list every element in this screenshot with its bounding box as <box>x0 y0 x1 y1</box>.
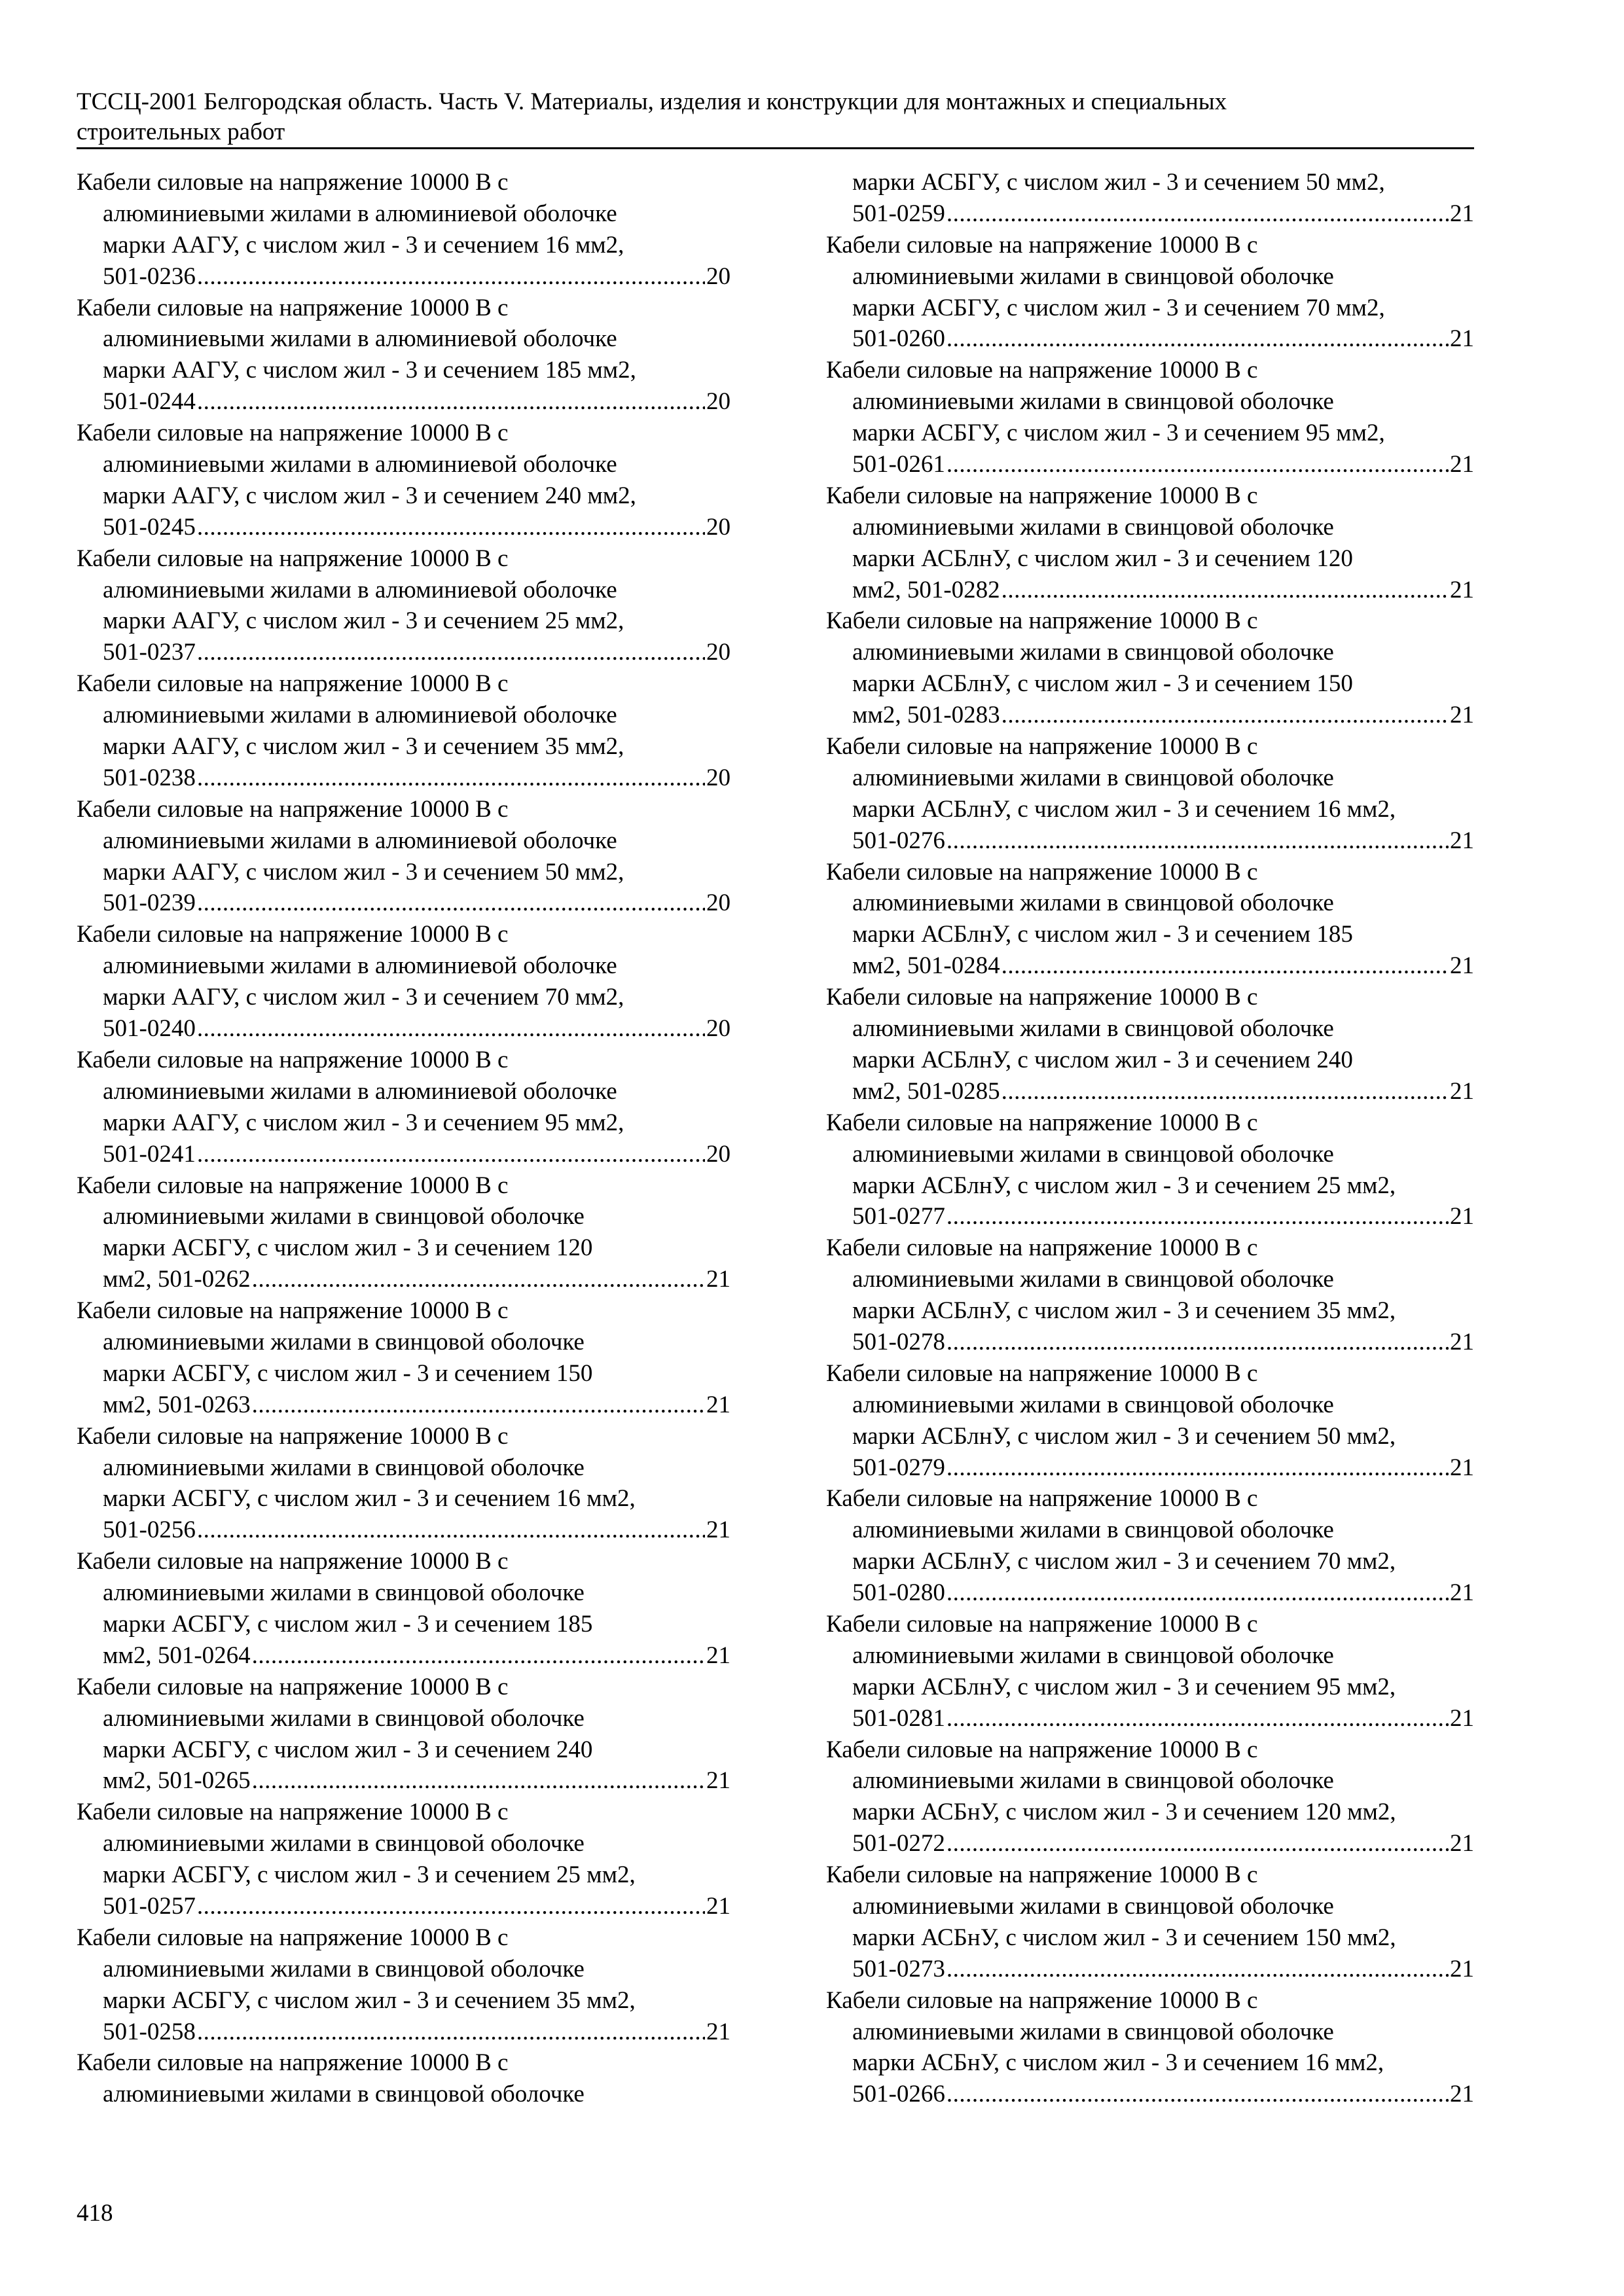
entry-code: мм2, 501-0285 <box>852 1077 1000 1105</box>
entry-code: 501-0279 <box>852 1454 945 1481</box>
entry-reference-line <box>77 888 731 919</box>
entry-text-line: марки АСБнУ, с числом жил - 3 и сечением 16 мм2, <box>852 2049 1384 2077</box>
entry-reference-line <box>77 1013 731 1045</box>
index-entry <box>77 1922 731 2048</box>
dot-leader <box>947 825 1449 857</box>
entry-code: 501-0261 <box>852 451 945 478</box>
entry-page-ref: 21 <box>1450 1077 1474 1105</box>
entry-reference-line <box>826 1828 1474 1859</box>
dot-leader <box>947 449 1449 480</box>
index-entry <box>77 794 731 920</box>
entry-text-line: Кабели силовые на напряжение 10000 В с <box>826 858 1258 886</box>
entry-text-line: марки АСБГУ, с числом жил - 3 и сечением 95 мм2, <box>852 420 1385 447</box>
dot-leader <box>197 1139 705 1170</box>
entry-page-ref: 20 <box>706 1140 731 1168</box>
entry-text-line: Кабели силовые на напряжение 10000 В с <box>826 1234 1258 1262</box>
entry-text-line: Кабели силовые на напряжение 10000 В с <box>77 1924 509 1951</box>
entry-text-line: алюминиевыми жилами в свинцовой оболочке <box>852 513 1334 541</box>
entry-reference-line <box>826 2079 1474 2110</box>
index-entry <box>77 543 731 669</box>
header-title-line2: строительных работ <box>77 118 285 145</box>
entry-reference-line <box>826 1201 1474 1232</box>
entry-code: 501-0272 <box>852 1830 945 1857</box>
entry-text-line: марки АСБГУ, с числом жил - 3 и сечением 16 мм2, <box>103 1485 636 1513</box>
entry-text-line: Кабели силовые на напряжение 10000 В с <box>826 1485 1258 1513</box>
dot-leader <box>947 2079 1449 2110</box>
entry-code: 501-0277 <box>852 1203 945 1230</box>
entry-text-line: Кабели силовые на напряжение 10000 В с <box>826 1359 1258 1387</box>
entry-text-line: марки АСБГУ, с числом жил - 3 и сечением 35 мм2, <box>103 1986 636 2014</box>
entry-reference-line <box>77 1390 731 1421</box>
entry-text-line: марки АСБлнУ, с числом жил - 3 и сечением 25 мм2, <box>852 1172 1396 1199</box>
dot-leader <box>252 1390 705 1421</box>
entry-text-line: Кабели силовые на напряжение 10000 В с <box>77 420 509 447</box>
entry-page-ref: 21 <box>1450 1454 1474 1481</box>
entry-page-ref: 20 <box>706 1015 731 1043</box>
entry-text-line: марки ААГУ, с числом жил - 3 и сечением 240 мм2, <box>103 482 636 509</box>
entry-text-line: марки АСБГУ, с числом жил - 3 и сечением 70 мм2, <box>852 294 1385 321</box>
entry-reference-line <box>826 198 1474 230</box>
entry-text-line: Кабели силовые на напряжение 10000 В с <box>77 294 509 321</box>
entry-text-line: Кабели силовые на напряжение 10000 В с <box>77 1046 509 1073</box>
entry-text-line: алюминиевыми жилами в алюминиевой оболочке <box>103 325 617 353</box>
entry-text-line: алюминиевыми жилами в свинцовой оболочке <box>852 388 1334 416</box>
entry-text-line: алюминиевыми жилами в свинцовой оболочке <box>852 639 1334 666</box>
entry-reference-line <box>77 261 731 293</box>
index-entry <box>826 1483 1474 1609</box>
entry-page-ref: 21 <box>1450 1328 1474 1355</box>
entry-text-line: алюминиевыми жилами в свинцовой оболочке <box>852 764 1334 791</box>
entry-page-ref: 20 <box>706 388 731 416</box>
entry-reference-line <box>826 950 1474 982</box>
entry-text-line: Кабели силовые на напряжение 10000 В с <box>826 1986 1258 2014</box>
entry-text-line: марки ААГУ, с числом жил - 3 и сечением 35 мм2, <box>103 733 624 761</box>
entry-code: 501-0256 <box>103 1516 196 1544</box>
index-entry <box>826 857 1474 982</box>
entry-text-line: марки АСБлнУ, с числом жил - 3 и сечением 120 <box>852 545 1353 572</box>
entry-text-line: марки ААГУ, с числом жил - 3 и сечением 25 мм2, <box>103 607 624 635</box>
running-header <box>77 87 1474 149</box>
entry-code: 501-0244 <box>103 388 196 416</box>
entry-text-line: Кабели силовые на напряжение 10000 В с <box>77 1799 509 1826</box>
entry-page-ref: 21 <box>706 1767 731 1795</box>
entry-code: 501-0245 <box>103 513 196 541</box>
entry-text-line: алюминиевыми жилами в свинцовой оболочке <box>103 1704 585 1732</box>
entry-text-line: алюминиевыми жилами в алюминиевой оболочке <box>103 200 617 227</box>
entry-code: мм2, 501-0265 <box>103 1767 251 1795</box>
entry-reference-line <box>77 1515 731 1546</box>
entry-reference-line <box>826 323 1474 355</box>
entry-text-line: марки ААГУ, с числом жил - 3 и сечением 50 мм2, <box>103 858 624 886</box>
page-number: 418 <box>77 2200 113 2227</box>
dot-leader <box>947 1954 1449 1985</box>
entry-text-line: марки АСБлнУ, с числом жил - 3 и сечением 35 мм2, <box>852 1297 1396 1325</box>
entry-text-line: алюминиевыми жилами в свинцовой оболочке <box>852 262 1334 290</box>
entry-text-line: марки АСБлнУ, с числом жил - 3 и сечением 150 <box>852 670 1353 698</box>
dot-leader <box>947 198 1449 230</box>
entry-page-ref: 21 <box>1450 325 1474 353</box>
dot-leader <box>947 1828 1449 1859</box>
entry-text-line: алюминиевыми жилами в свинцовой оболочке <box>852 1391 1334 1418</box>
entry-text-line: марки АСБГУ, с числом жил - 3 и сечением 50 мм2, <box>852 169 1385 196</box>
entry-text-line: алюминиевыми жилами в алюминиевой оболочке <box>103 952 617 980</box>
entry-text-line: алюминиевыми жилами в свинцовой оболочке <box>103 1830 585 1857</box>
entry-reference-line <box>826 575 1474 606</box>
entry-text-line: Кабели силовые на напряжение 10000 В с <box>826 1736 1258 1763</box>
entry-page-ref: 21 <box>706 1641 731 1669</box>
index-entry <box>77 1672 731 1797</box>
entry-reference-line <box>826 1954 1474 1985</box>
entry-reference-line <box>826 1452 1474 1484</box>
entry-text-line: Кабели силовые на напряжение 10000 В с <box>826 1610 1258 1638</box>
index-column-left <box>77 167 731 2110</box>
entry-text-line: Кабели силовые на напряжение 10000 В с <box>77 921 509 948</box>
index-entry <box>826 605 1474 731</box>
entry-reference-line <box>77 512 731 543</box>
entry-page-ref: 21 <box>1450 827 1474 854</box>
entry-text-line: Кабели силовые на напряжение 10000 В с <box>77 545 509 572</box>
dot-leader <box>947 1327 1449 1358</box>
index-entry <box>77 2047 731 2110</box>
dot-leader <box>252 1264 705 1295</box>
entry-page-ref: 21 <box>1450 952 1474 980</box>
entry-page-ref: 21 <box>1450 1955 1474 1982</box>
entry-reference-line <box>77 386 731 418</box>
entry-text-line: марки АСБГУ, с числом жил - 3 и сечением 185 <box>103 1610 593 1638</box>
index-entry <box>826 1859 1474 1985</box>
entry-page-ref: 21 <box>1450 451 1474 478</box>
entry-text-line: алюминиевыми жилами в свинцовой оболочке <box>103 1203 585 1230</box>
entry-code: 501-0238 <box>103 764 196 791</box>
entry-text-line: алюминиевыми жилами в свинцовой оболочке <box>103 1454 585 1481</box>
entry-page-ref: 20 <box>706 639 731 666</box>
entry-text-line: Кабели силовые на напряжение 10000 В с <box>77 1172 509 1199</box>
entry-reference-line <box>826 1703 1474 1734</box>
index-entry <box>77 418 731 543</box>
entry-text-line: алюминиевыми жилами в свинцовой оболочке <box>103 1328 585 1355</box>
index-entry <box>77 919 731 1045</box>
entry-text-line: Кабели силовые на напряжение 10000 В с <box>77 169 509 196</box>
entry-text-line: Кабели силовые на напряжение 10000 В с <box>826 231 1258 259</box>
entry-reference-line <box>77 1765 731 1797</box>
entry-text-line: алюминиевыми жилами в алюминиевой оболочке <box>103 451 617 478</box>
dot-leader <box>197 386 705 418</box>
dot-leader <box>197 1013 705 1045</box>
dot-leader <box>197 1891 705 1922</box>
entry-text-line: марки АСБлнУ, с числом жил - 3 и сечением 16 мм2, <box>852 795 1396 823</box>
entry-text-line: марки АСБлнУ, с числом жил - 3 и сечением 95 мм2, <box>852 1673 1396 1700</box>
entry-code: мм2, 501-0262 <box>103 1266 251 1293</box>
entry-text-line: Кабели силовые на напряжение 10000 В с <box>826 984 1258 1011</box>
entry-code: 501-0278 <box>852 1328 945 1355</box>
entry-code: 501-0237 <box>103 639 196 666</box>
entry-text-line: Кабели силовые на напряжение 10000 В с <box>77 1673 509 1700</box>
entry-page-ref: 21 <box>706 1266 731 1293</box>
index-entry <box>77 1045 731 1170</box>
entry-text-line: алюминиевыми жилами в алюминиевой оболочке <box>103 576 617 603</box>
index-entry <box>826 1985 1474 2111</box>
entry-text-line: алюминиевыми жилами в свинцовой оболочке <box>852 1892 1334 1920</box>
dot-leader <box>947 1201 1449 1232</box>
entry-text-line: алюминиевыми жилами в свинцовой оболочке <box>103 1579 585 1607</box>
entry-text-line: Кабели силовые на напряжение 10000 В с <box>826 1861 1258 1889</box>
entry-code: мм2, 501-0284 <box>852 952 1000 980</box>
entry-code: 501-0273 <box>852 1955 945 1982</box>
entry-code: 501-0260 <box>852 325 945 353</box>
entry-text-line: алюминиевыми жилами в свинцовой оболочке <box>103 2081 585 2108</box>
entry-text-line: марки АСБГУ, с числом жил - 3 и сечением 120 <box>103 1234 593 1262</box>
entry-text-line: марки АСБлнУ, с числом жил - 3 и сечением 70 мм2, <box>852 1548 1396 1575</box>
entry-code: 501-0276 <box>852 827 945 854</box>
entry-code: 501-0257 <box>103 1892 196 1920</box>
dot-leader <box>197 2017 705 2048</box>
dot-leader <box>1001 950 1449 982</box>
index-entry <box>77 1170 731 1296</box>
entry-text-line: марки АСБнУ, с числом жил - 3 и сечением 120 мм2, <box>852 1799 1396 1826</box>
entry-reference-line <box>77 1640 731 1672</box>
entry-text-line: Кабели силовые на напряжение 10000 В с <box>77 670 509 698</box>
entry-text-line: алюминиевыми жилами в свинцовой оболочке <box>852 1140 1334 1168</box>
entry-reference-line <box>77 2017 731 2048</box>
entry-code: мм2, 501-0264 <box>103 1641 251 1669</box>
index-entry <box>826 1609 1474 1734</box>
entry-page-ref: 21 <box>1450 1203 1474 1230</box>
entry-reference-line <box>77 637 731 668</box>
entry-code: 501-0259 <box>852 200 945 227</box>
index-entry <box>77 668 731 794</box>
entry-text-line: марки АСБГУ, с числом жил - 3 и сечением 25 мм2, <box>103 1861 636 1889</box>
entry-text-line: марки АСБГУ, с числом жил - 3 и сечением 150 <box>103 1359 593 1387</box>
entry-text-line: Кабели силовые на напряжение 10000 В с <box>826 482 1258 509</box>
index-entry <box>826 1107 1474 1233</box>
dot-leader <box>1001 575 1449 606</box>
entry-text-line: Кабели силовые на напряжение 10000 В с <box>826 733 1258 761</box>
entry-text-line: Кабели силовые на напряжение 10000 В с <box>826 357 1258 384</box>
entry-page-ref: 21 <box>1450 1704 1474 1732</box>
entry-reference-line <box>77 762 731 794</box>
entry-text-line: алюминиевыми жилами в алюминиевой оболочке <box>103 702 617 729</box>
entry-reference-line <box>77 1891 731 1922</box>
entry-code: 501-0280 <box>852 1579 945 1607</box>
entry-page-ref: 21 <box>706 1391 731 1418</box>
entry-page-ref: 21 <box>1450 1830 1474 1857</box>
dot-leader <box>197 1515 705 1546</box>
entry-reference-line <box>77 1139 731 1170</box>
dot-leader <box>947 1452 1449 1484</box>
entry-page-ref: 21 <box>1450 2081 1474 2108</box>
index-entry <box>826 1232 1474 1358</box>
entry-page-ref: 20 <box>706 764 731 791</box>
entry-page-ref: 21 <box>1450 702 1474 729</box>
entry-page-ref: 21 <box>706 1516 731 1544</box>
entry-text-line: алюминиевыми жилами в алюминиевой оболочке <box>103 1077 617 1105</box>
entry-text-line: Кабели силовые на напряжение 10000 В с <box>77 2049 509 2077</box>
entry-text-line: марки ААГУ, с числом жил - 3 и сечением 16 мм2, <box>103 231 624 259</box>
entry-code: 501-0239 <box>103 889 196 917</box>
entry-text-line: Кабели силовые на напряжение 10000 В с <box>77 1422 509 1450</box>
index-entry <box>826 480 1474 606</box>
entry-text-line: марки АСБГУ, с числом жил - 3 и сечением 240 <box>103 1736 593 1763</box>
index-entry <box>826 230 1474 355</box>
index-entry <box>77 1295 731 1421</box>
index-entry <box>77 1797 731 1922</box>
entry-text-line: алюминиевыми жилами в свинцовой оболочке <box>852 1015 1334 1043</box>
dot-leader <box>252 1765 705 1797</box>
entry-text-line: алюминиевыми жилами в свинцовой оболочке <box>852 1516 1334 1544</box>
index-entry <box>826 1734 1474 1860</box>
index-entry <box>826 1358 1474 1484</box>
dot-leader <box>197 512 705 543</box>
entry-text-line: алюминиевыми жилами в свинцовой оболочке <box>852 1641 1334 1669</box>
entry-page-ref: 20 <box>706 262 731 290</box>
entry-text-line: марки АСБнУ, с числом жил - 3 и сечением 150 мм2, <box>852 1924 1396 1951</box>
entry-text-line: марки ААГУ, с числом жил - 3 и сечением 70 мм2, <box>103 984 624 1011</box>
entry-reference-line <box>826 700 1474 731</box>
entry-page-ref: 21 <box>1450 576 1474 603</box>
entry-code: мм2, 501-0283 <box>852 702 1000 729</box>
entry-text-line: Кабели силовые на напряжение 10000 В с <box>826 1109 1258 1136</box>
index-entry <box>826 355 1474 480</box>
index-entry <box>77 167 731 293</box>
entry-code: мм2, 501-0263 <box>103 1391 251 1418</box>
entry-reference-line <box>77 1264 731 1295</box>
entry-code: 501-0236 <box>103 262 196 290</box>
entry-code: 501-0258 <box>103 2018 196 2045</box>
dot-leader <box>197 637 705 668</box>
entry-page-ref: 21 <box>1450 200 1474 227</box>
entry-code: 501-0240 <box>103 1015 196 1043</box>
entry-text-line: Кабели силовые на напряжение 10000 В с <box>826 607 1258 635</box>
index-entry <box>826 167 1474 230</box>
entry-text-line: алюминиевыми жилами в свинцовой оболочке <box>852 2018 1334 2045</box>
dot-leader <box>1001 700 1449 731</box>
entry-page-ref: 20 <box>706 889 731 917</box>
dot-leader <box>1001 1076 1449 1107</box>
entry-code: 501-0281 <box>852 1704 945 1732</box>
entry-text-line: Кабели силовые на напряжение 10000 В с <box>77 795 509 823</box>
entry-page-ref: 21 <box>1450 1579 1474 1607</box>
entry-text-line: Кабели силовые на напряжение 10000 В с <box>77 1297 509 1325</box>
entry-reference-line <box>826 449 1474 480</box>
dot-leader <box>197 261 705 293</box>
dot-leader <box>197 888 705 919</box>
entry-text-line: алюминиевыми жилами в свинцовой оболочке <box>852 1266 1334 1293</box>
index-entry <box>77 1421 731 1547</box>
entry-text-line: алюминиевыми жилами в свинцовой оболочке <box>852 889 1334 917</box>
entry-code: 501-0266 <box>852 2081 945 2108</box>
index-entry <box>826 982 1474 1107</box>
entry-reference-line <box>826 1577 1474 1609</box>
entry-text-line: марки ААГУ, с числом жил - 3 и сечением 185 мм2, <box>103 357 636 384</box>
entry-text-line: марки ААГУ, с числом жил - 3 и сечением 95 мм2, <box>103 1109 624 1136</box>
dot-leader <box>947 1703 1449 1734</box>
entry-code: 501-0241 <box>103 1140 196 1168</box>
entry-text-line: алюминиевыми жилами в алюминиевой оболочке <box>103 827 617 854</box>
dot-leader <box>947 1577 1449 1609</box>
index-entry <box>77 1546 731 1672</box>
entry-text-line: марки АСБлнУ, с числом жил - 3 и сечением 240 <box>852 1046 1353 1073</box>
index-column-right <box>826 167 1474 2110</box>
entry-page-ref: 21 <box>706 1892 731 1920</box>
index-entry <box>826 731 1474 857</box>
dot-leader <box>197 762 705 794</box>
entry-reference-line <box>826 1076 1474 1107</box>
entry-text-line: марки АСБлнУ, с числом жил - 3 и сечением 50 мм2, <box>852 1422 1396 1450</box>
entry-text-line: алюминиевыми жилами в свинцовой оболочке <box>852 1767 1334 1795</box>
entry-page-ref: 20 <box>706 513 731 541</box>
dot-leader <box>947 323 1449 355</box>
entry-text-line: Кабели силовые на напряжение 10000 В с <box>77 1548 509 1575</box>
header-title-line1: ТССЦ-2001 Белгородская область. Часть V. Материалы, изделия и конструкции для монтажных и специальных <box>77 88 1227 115</box>
entry-code: мм2, 501-0282 <box>852 576 1000 603</box>
entry-reference-line <box>826 1327 1474 1358</box>
entry-reference-line <box>826 825 1474 857</box>
entry-text-line: марки АСБлнУ, с числом жил - 3 и сечением 185 <box>852 921 1353 948</box>
entry-text-line: алюминиевыми жилами в свинцовой оболочке <box>103 1955 585 1982</box>
dot-leader <box>252 1640 705 1672</box>
entry-page-ref: 21 <box>706 2018 731 2045</box>
index-entry <box>77 293 731 418</box>
